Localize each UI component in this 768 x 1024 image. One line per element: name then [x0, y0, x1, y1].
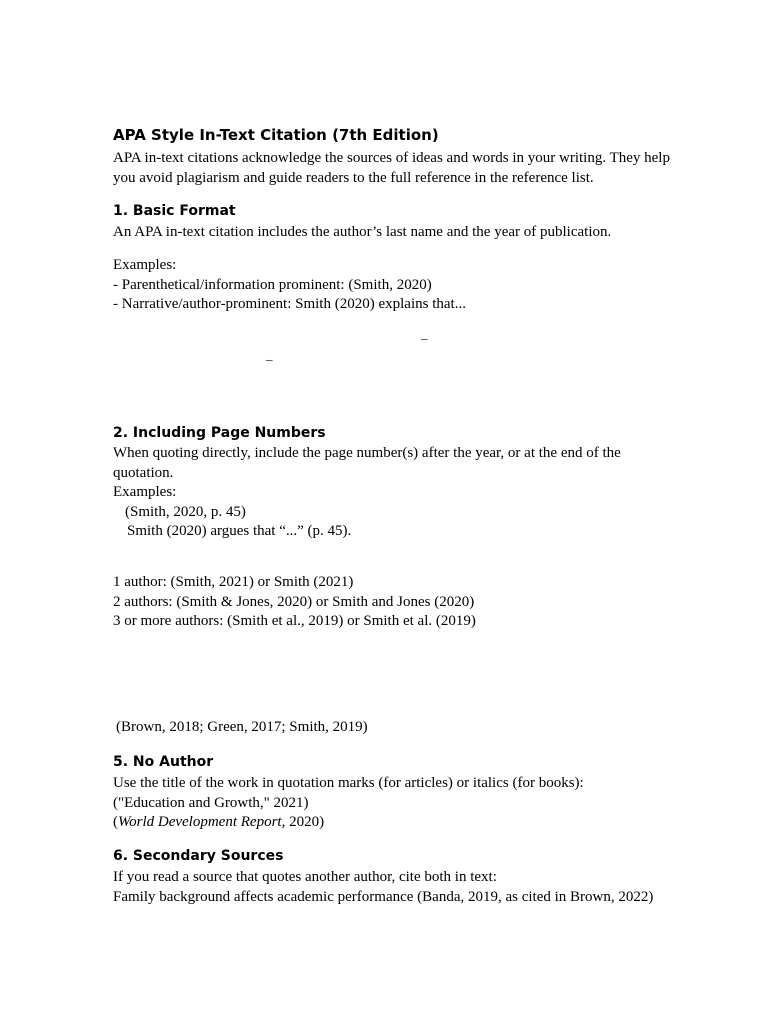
stray-underscore-mark: _ — [266, 347, 273, 362]
page-numbers-text — [113, 444, 713, 542]
basic-format-examples — [113, 256, 713, 315]
book-open-paren: ( — [113, 814, 118, 830]
intro-line: you avoid plagiarism and guide readers to the full reference in the reference list. — [113, 169, 594, 186]
authors-list-item: 2 authors: (Smith & Jones, 2020) or Smith and Jones (2020) — [113, 593, 475, 610]
secondary-sources-block — [113, 868, 713, 907]
authors-list — [113, 573, 713, 632]
section-heading-basic-format: 1. Basic Format — [113, 203, 236, 219]
authors-list-item: 3 or more authors: (Smith et al., 2019) or Smith et al. (2019) — [113, 613, 476, 629]
basic-format-text: An APA in-text citation includes the author’s last name and the year of publication. — [113, 224, 612, 240]
page-numbers-line: quotation. — [113, 464, 174, 481]
intro-paragraph — [113, 149, 713, 188]
example-item — [113, 813, 713, 833]
example-item: (Smith, 2020, p. 45) — [125, 503, 246, 520]
example-item: - Parenthetical/information prominent: (Smith, 2020) — [113, 276, 432, 293]
example-item: Family background affects academic performance (Banda, 2019, as cited in Brown, 2022) — [113, 888, 654, 905]
example-item: Smith (2020) argues that “...” (p. 45). — [127, 523, 352, 539]
section-heading-secondary-sources: 6. Secondary Sources — [113, 848, 284, 864]
no-author-text: Use the title of the work in quotation marks (for articles) or italics (for books): — [113, 775, 584, 791]
authors-list-item: 1 author: (Smith, 2021) or Smith (2021) — [113, 574, 354, 590]
intro-line: APA in-text citations acknowledge the sources of ideas and words in your writing. They help — [113, 150, 670, 166]
example-item: - Narrative/author-prominent: Smith (2020) explains that... — [113, 296, 466, 312]
section-heading-page-numbers: 2. Including Page Numbers — [113, 425, 326, 441]
section-heading-no-author: 5. No Author — [113, 754, 214, 770]
no-author-block — [113, 774, 713, 833]
book-year: 2020) — [285, 814, 325, 830]
examples-label: Examples: — [113, 484, 177, 500]
secondary-sources-text: If you read a source that quotes another author, cite both in text: — [113, 869, 497, 885]
document-title: APA Style In-Text Citation (7th Edition) — [113, 126, 439, 144]
multiple-sources-example: (Brown, 2018; Green, 2017; Smith, 2019) — [116, 719, 368, 735]
page-numbers-line: When quoting directly, include the page number(s) after the year, or at the end of the — [113, 445, 621, 461]
example-item: ("Education and Growth," 2021) — [113, 794, 309, 811]
book-title: World Development Report, — [118, 814, 286, 830]
examples-label: Examples: — [113, 257, 177, 273]
stray-underscore-mark: _ — [421, 326, 428, 341]
